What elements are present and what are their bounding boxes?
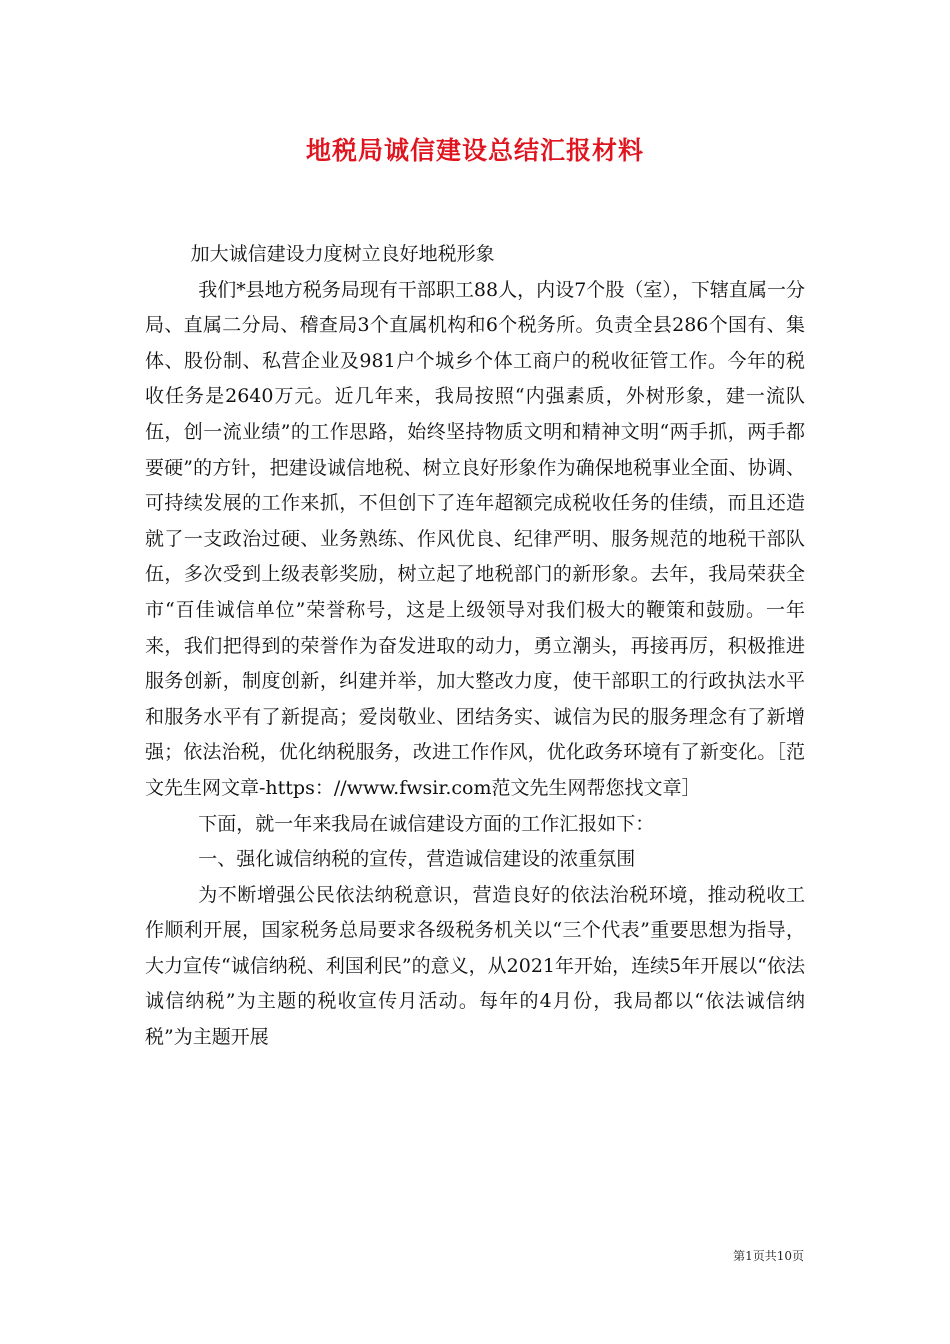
page-number: 第1页共10页 bbox=[733, 1249, 804, 1263]
document-title: 地税局诚信建设总结汇报材料 bbox=[305, 136, 644, 165]
section-heading: 一、强化诚信纳税的宣传，营造诚信建设的浓重氛围 bbox=[198, 848, 636, 871]
section-paragraph: 为不断增强公民依法纳税意识，营造良好的依法治税环境，推动税收工作顺利开展，国家税务总局要求各级税务机关以“三个代表”重要思想为指导，大力宣传“诚信纳税、利国利民”的意义，从2021年开始，连续5年开展以“依法诚信纳税”为主题的税收宣传月活动。每年的4月份，我局都以“依法诚信纳税”为主题开展 bbox=[145, 883, 805, 1049]
summary-lead-paragraph: 下面，就一年来我局在诚信建设方面的工作汇报如下： bbox=[198, 812, 655, 835]
document-body bbox=[145, 237, 805, 1056]
subtitle-paragraph: 加大诚信建设力度树立良好地税形象 bbox=[190, 243, 495, 265]
intro-paragraph: 我们*县地方税务局现有干部职工88人，内设7个股（室），下辖直属一分局、直属二分局、稽查局3个直属机构和6个税务所。负责全县286个国有、集体、股份制、私营企业及981户个城乡个体工商户的税收征管工作。今年的税收任务是2640万元。近几年来，我局按照“内强素质，外树形象，建一流队伍，创一流业绩”的工作思路，始终坚持物质文明和精神文明“两手抓，两手都要硬”的方针，把建设诚信地税、树立良好形象作为确保地税事业全面、协调、可持续发展的工作来抓，不但创下了连年超额完成税收任务的佳绩，而且还造就了一支政治过硬、业务熟练、作风优良、纪律严明、服务规范的地税干部队伍，多次受到上级表彰奖励，树立起了地税部门的新形象。去年，我局荣获全市“百佳诚信单位”荣誉称号，这是上级领导对我们极大的鞭策和鼓励。一年来，我们把得到的荣誉作为奋发进取的动力，勇立潮头，再接再厉，积极推进服务创新，制度创新，纠建并举，加大整改力度，使干部职工的行政执法水平和服务水平有了新提高；爱岗敬业、团结务实、诚信为民的服务理念有了新增强；依法治税，优化纳税服务，改进工作作风，优化政务环境有了新变化。［范文先生网文章-https：//www.fwsir.com范文先生网帮您找文章］ bbox=[145, 278, 805, 799]
